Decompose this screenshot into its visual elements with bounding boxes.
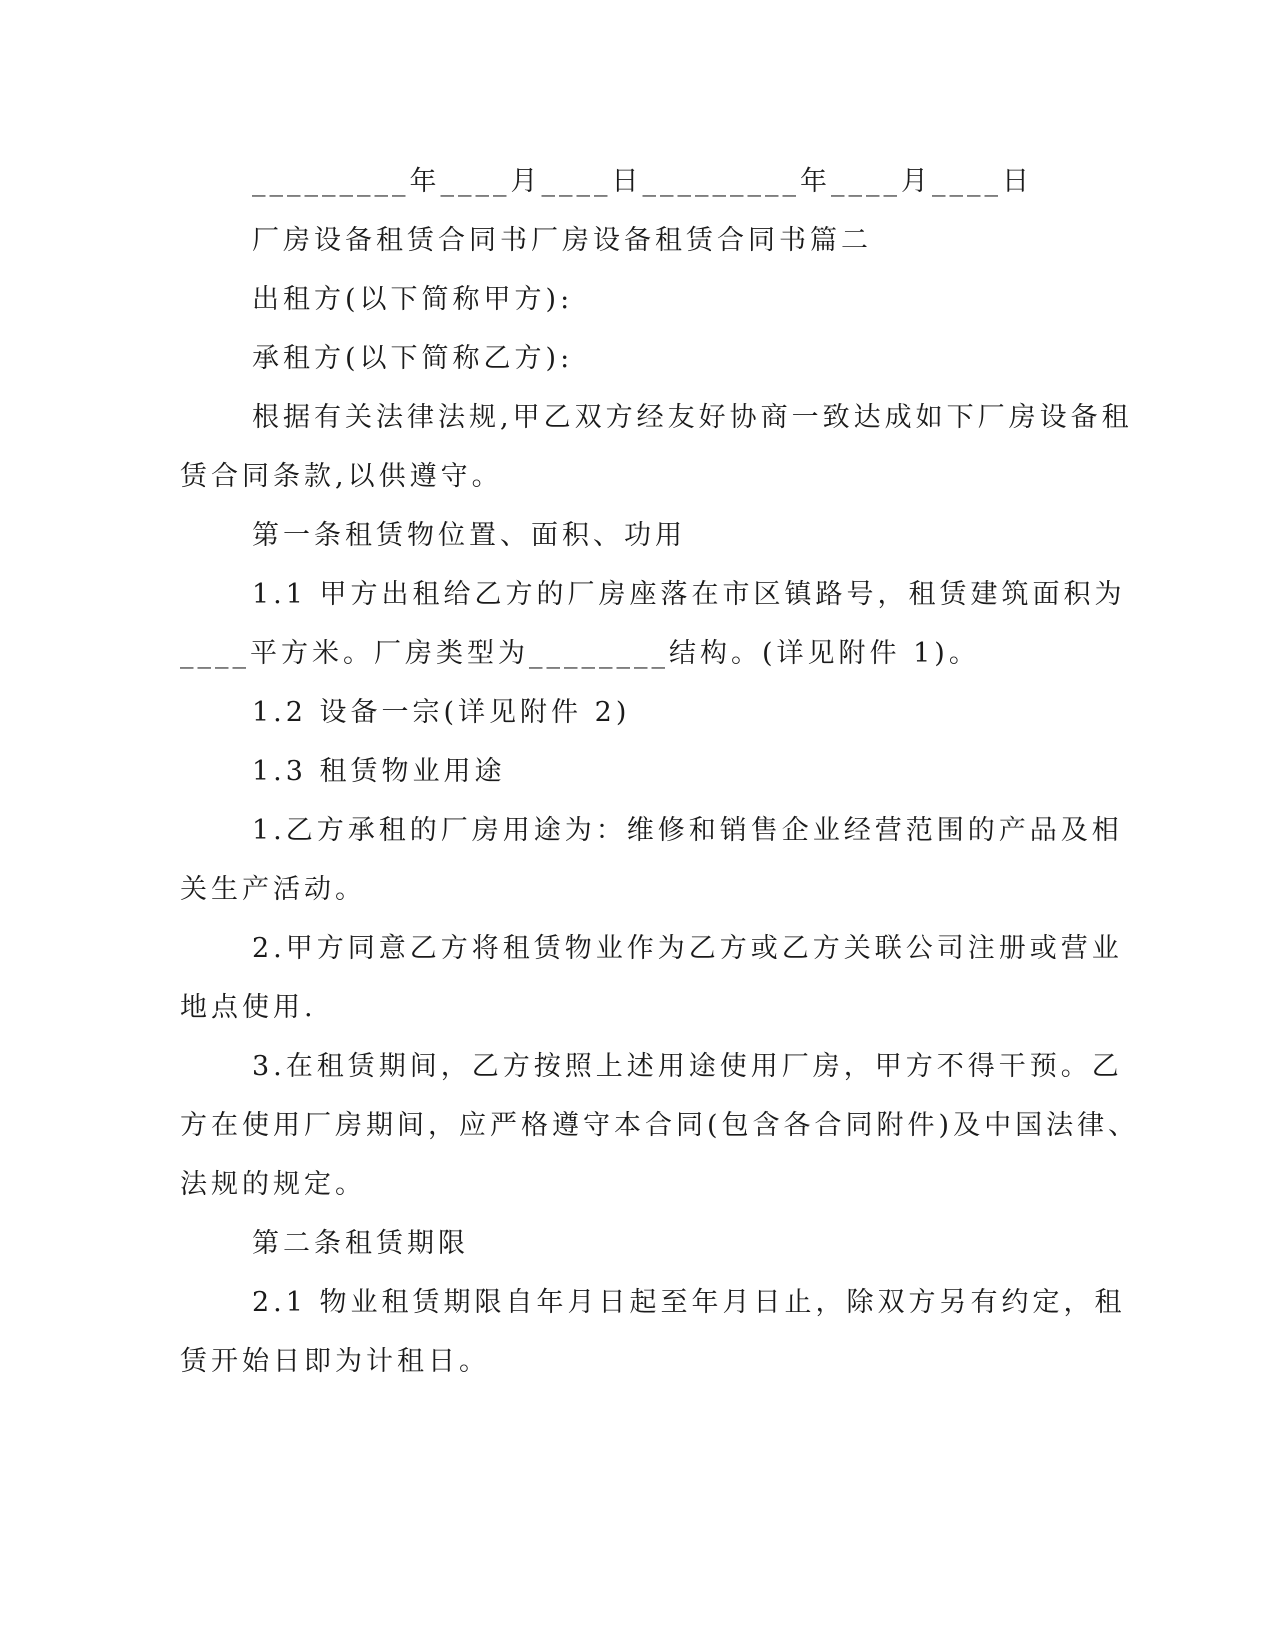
paragraph-line: 1.3 租赁物业用途 xyxy=(252,756,506,787)
paragraph-line: 关生产活动。 xyxy=(180,874,366,905)
lessee-line: 承租方(以下简称乙方): xyxy=(252,343,574,374)
paragraph-line: 1.1 甲方出租给乙方的厂房座落在市区镇路号，租赁建筑面积为 xyxy=(252,579,1126,610)
paragraph-line: 方在使用厂房期间，应严格遵守本合同(包含各合同附件)及中国法律、 xyxy=(180,1110,1140,1141)
paragraph-line: 法规的规定。 xyxy=(180,1169,366,1200)
lessor-line: 出租方(以下简称甲方): xyxy=(252,284,574,315)
paragraph-line: 1.2 设备一宗(详见附件 2) xyxy=(252,697,631,728)
paragraph-line: 2.甲方同意乙方将租赁物业作为乙方或乙方关联公司注册或营业 xyxy=(252,933,1123,964)
date-line: _________年____月____日_________年____月____日 xyxy=(252,166,1033,197)
paragraph-line: 赁合同条款,以供遵守。 xyxy=(180,461,503,492)
paragraph-line: ____平方米。厂房类型为________结构。(详见附件 1)。 xyxy=(180,638,980,669)
paragraph-line: 2.1 物业租赁期限自年月日起至年月日止，除双方另有约定，租 xyxy=(252,1287,1126,1318)
section-title: 厂房设备租赁合同书厂房设备租赁合同书篇二 xyxy=(252,225,872,256)
paragraph-line: 3.在租赁期间，乙方按照上述用途使用厂房，甲方不得干预。乙 xyxy=(252,1051,1123,1082)
article-heading: 第二条租赁期限 xyxy=(252,1228,469,1259)
article-heading: 第一条租赁物位置、面积、功用 xyxy=(252,520,686,551)
paragraph-line: 根据有关法律法规,甲乙双方经友好协商一致达成如下厂房设备租 xyxy=(252,402,1133,433)
document-body xyxy=(180,152,1140,1391)
paragraph-line: 地点使用. xyxy=(180,992,317,1023)
paragraph-line: 1.乙方承租的厂房用途为：维修和销售企业经营范围的产品及相 xyxy=(252,815,1123,846)
paragraph-line: 赁开始日即为计租日。 xyxy=(180,1346,490,1377)
